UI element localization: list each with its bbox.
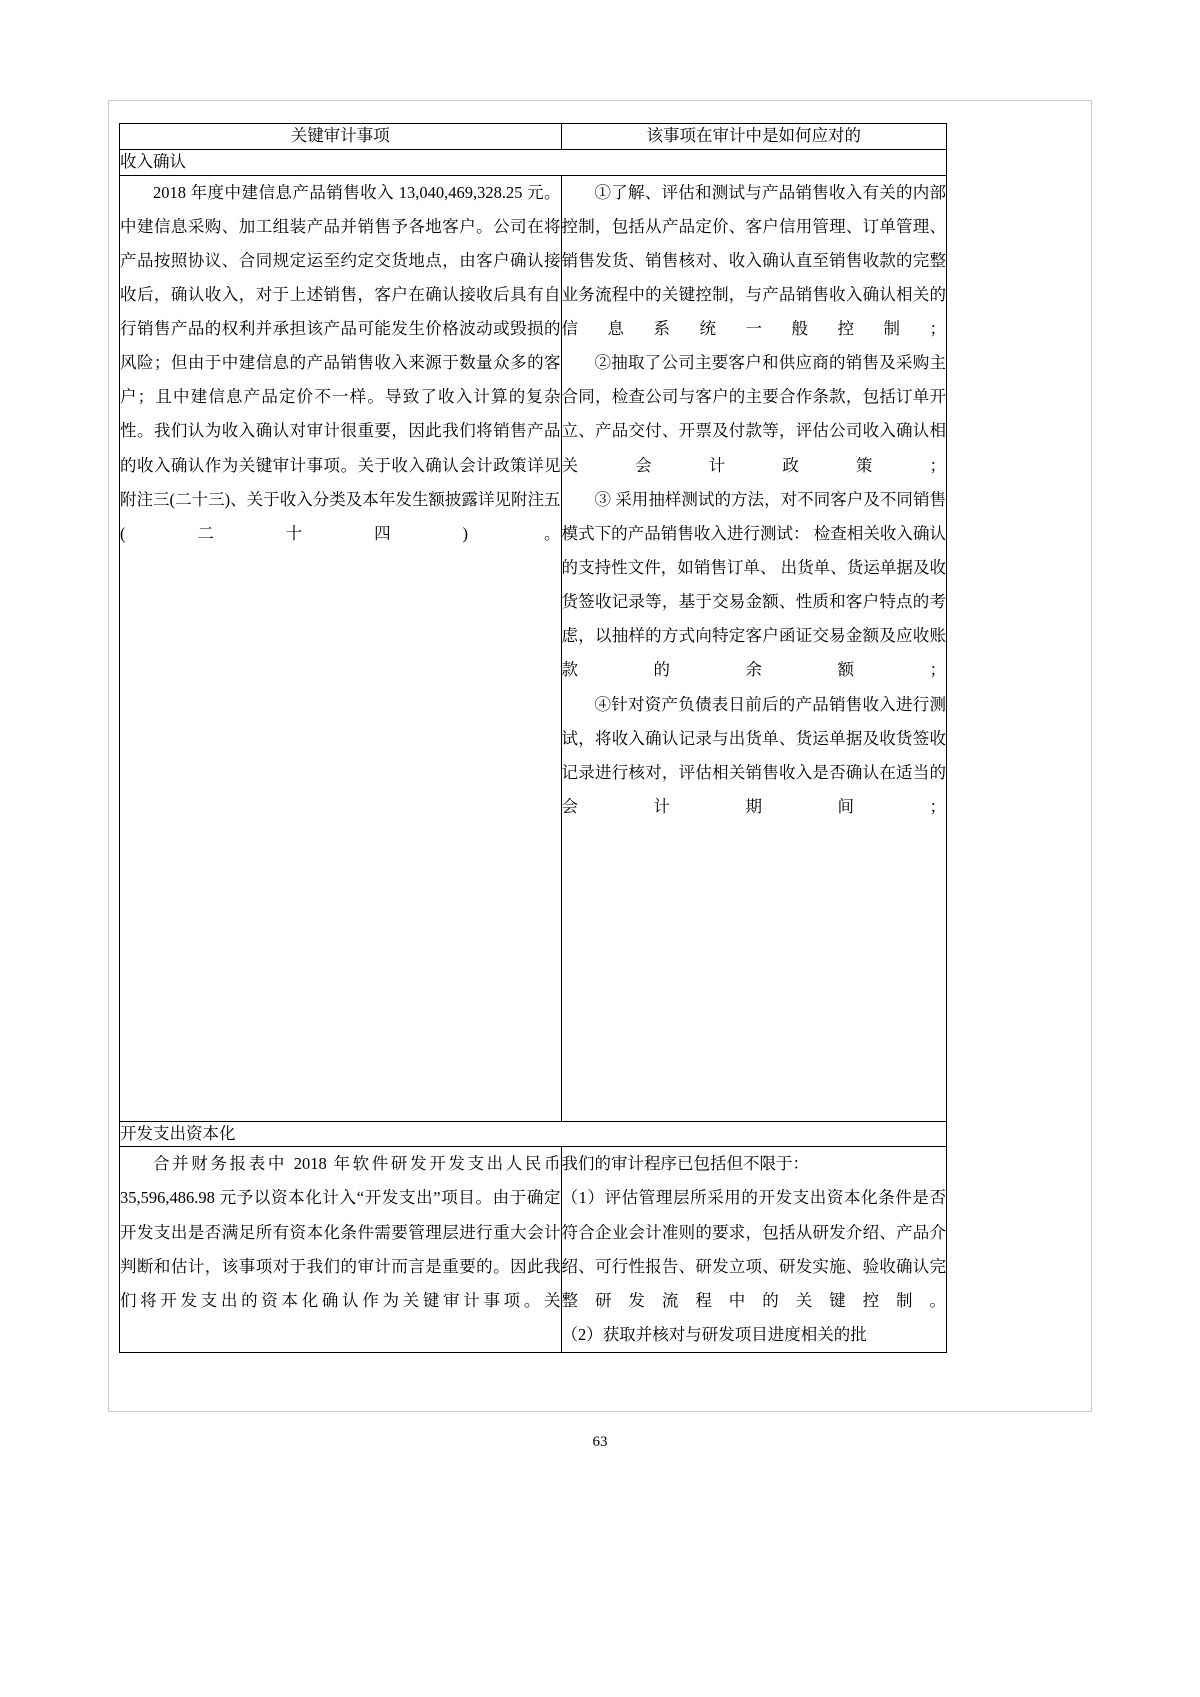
section-label-row-revenue <box>120 149 947 175</box>
revenue-response-paragraph-4: ④针对资产负债表日前后的产品销售收入进行测试，将收入确认记录与出货单、货运单据及收货签收记录进行核对，评估相关销售收入是否确认在适当的会计期间； <box>561 694 946 817</box>
revenue-matter-cell <box>120 175 562 1121</box>
development-response-paragraph-2: （1）评估管理层所采用的开发支出资本化条件是否符合企业会计准则的要求，包括从研发介绍、产品介绍、可行性报告、研发立项、研发实施、验收确认完整研发流程中的关键控制。 <box>561 1188 946 1310</box>
table-row-development-capitalization <box>120 1147 947 1353</box>
section-label-development-capitalization: 开发支出资本化 <box>120 1121 947 1147</box>
table-row-revenue-recognition <box>120 175 947 1121</box>
column-header-audit-response: 该事项在审计中是如何应对的 <box>561 124 946 150</box>
revenue-response-paragraph-1: ①了解、评估和测试与产品销售收入有关的内部控制，包括从产品定价、客户信用管理、订单管理、销售发货、销售核对、收入确认直至销售收款的完整业务流程中的关键控制，与产品销售收入确认相关的信息系统一般控制； <box>561 182 946 339</box>
table-header-row <box>120 124 947 150</box>
key-audit-matters-table <box>119 123 947 1353</box>
development-matter-paragraph: 合并财务报表中 2018 年软件研发开发支出人民币 35,596,486.98 元予以资本化计入“开发支出”项目。由于确定开发支出是否满足所有资本化条件需要管理层进行重大会计判断和估计，该事项对于我们的审计而言是重要的。因此我们将开发支出的资本化确认作为关键审计事项。关 <box>120 1154 561 1310</box>
revenue-matter-paragraph: 2018 年度中建信息产品销售收入 13,040,469,328.25 元。中建信息采购、加工组装产品并销售予各地客户。公司在将产品按照协议、合同规定运至约定交货地点，由客户确认接收后，确认收入，对于上述销售，客户在确认接收后具有自行销售产品的权利并承担该产品可能发生价格波动或毁损的风险；但由于中建信息的产品销售收入来源于数量众多的客户；且中建信息产品定价不一样。导致了收入计算的复杂性。我们认为收入确认对审计很重要，因此我们将销售产品的收入确认作为关键审计事项。关于收入确认会计政策详见附注三(二十三)、关于收入分类及本年发生额披露详见附注五(二十四) 。 <box>120 182 561 543</box>
column-header-key-audit-matter: 关键审计事项 <box>120 124 562 150</box>
development-response-cell <box>561 1147 946 1353</box>
section-label-revenue-recognition: 收入确认 <box>120 149 947 175</box>
development-response-paragraph-1: 我们的审计程序已包括但不限于： <box>561 1154 810 1174</box>
development-matter-cell <box>120 1147 562 1353</box>
revenue-response-paragraph-2: ②抽取了公司主要客户和供应商的销售及采购主合同，检查公司与客户的主要合作条款，包括订单开立、产品交付、开票及付款等，评估公司收入确认相关会计政策； <box>561 353 946 475</box>
development-response-paragraph-3: （2）获取并核对与研发项目进度相关的批 <box>561 1324 867 1344</box>
revenue-response-cell <box>561 175 946 1121</box>
page-number: 63 <box>592 1434 608 1450</box>
section-label-row-development <box>120 1121 947 1147</box>
revenue-response-paragraph-3: ③ 采用抽样测试的方法，对不同客户及不同销售模式下的产品销售收入进行测试： 检查相关收入确认的支持性文件，如销售订单、 出货单、货运单据及收货签收记录等，基于交易金额、性质和客户特点的考虑，以抽样的方式向特定客户函证交易金额及应收账款的余额； <box>561 489 946 680</box>
